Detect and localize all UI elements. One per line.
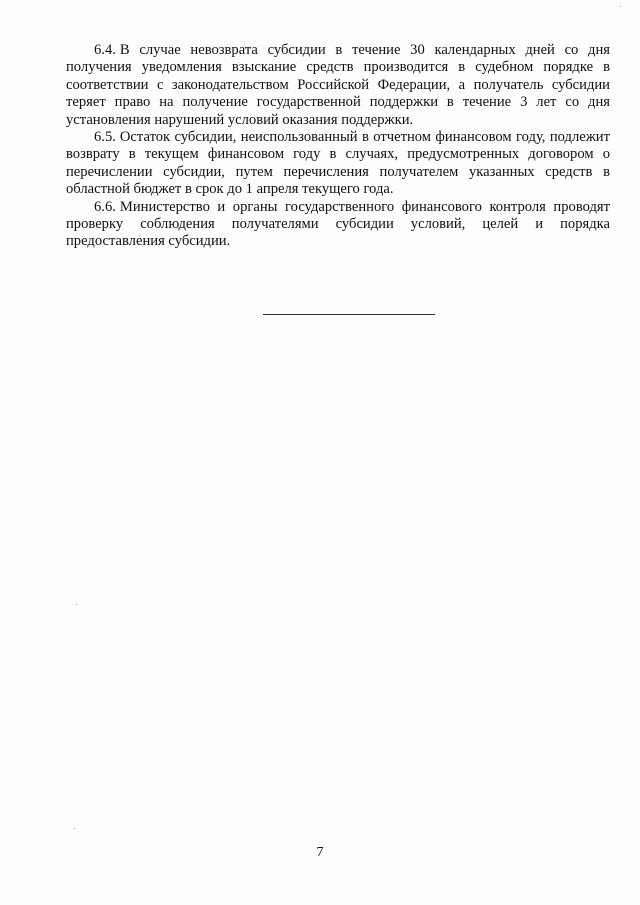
scan-speck [76,604,77,605]
document-body [66,42,610,251]
paragraph-text: Министерство и органы государственного финансового контроля проводят проверку соблюдения получателями субсидии условий, целей и порядка предоставления субсидии. [66,198,610,250]
paragraph-number: 6.6. [94,198,116,215]
paragraph-text: Остаток субсидии, неиспользованный в отчетном финансовом году, подлежит возврату в текущем финансовом году в случаях, предусмотренных договором о перечислении субсидии, путем перечисления получателем указанных средств в областной бюджет в срок до 1 апреля текущего года. [66,129,610,198]
paragraph-6-6 [66,199,610,251]
paragraph-6-4 [66,42,610,129]
scan-speck [74,828,75,829]
page-number: 7 [316,845,324,860]
paragraph-number: 6.4. [94,42,116,58]
section-divider [263,314,435,315]
paragraph-number: 6.5. [94,129,116,146]
paragraph-6-5 [66,129,610,199]
scan-speck [620,6,621,7]
paragraph-text: В случае невозврата субсидии в течение 30 календарных дней со дня получения уведомления взыскание средств производится в судебном порядке в соответствии с законодательством Российской Федерации, а получатель субсидии теряет право на получение государственной поддержки в течение 3 лет со дня установления нарушений условий оказания поддержки. [66,42,610,128]
